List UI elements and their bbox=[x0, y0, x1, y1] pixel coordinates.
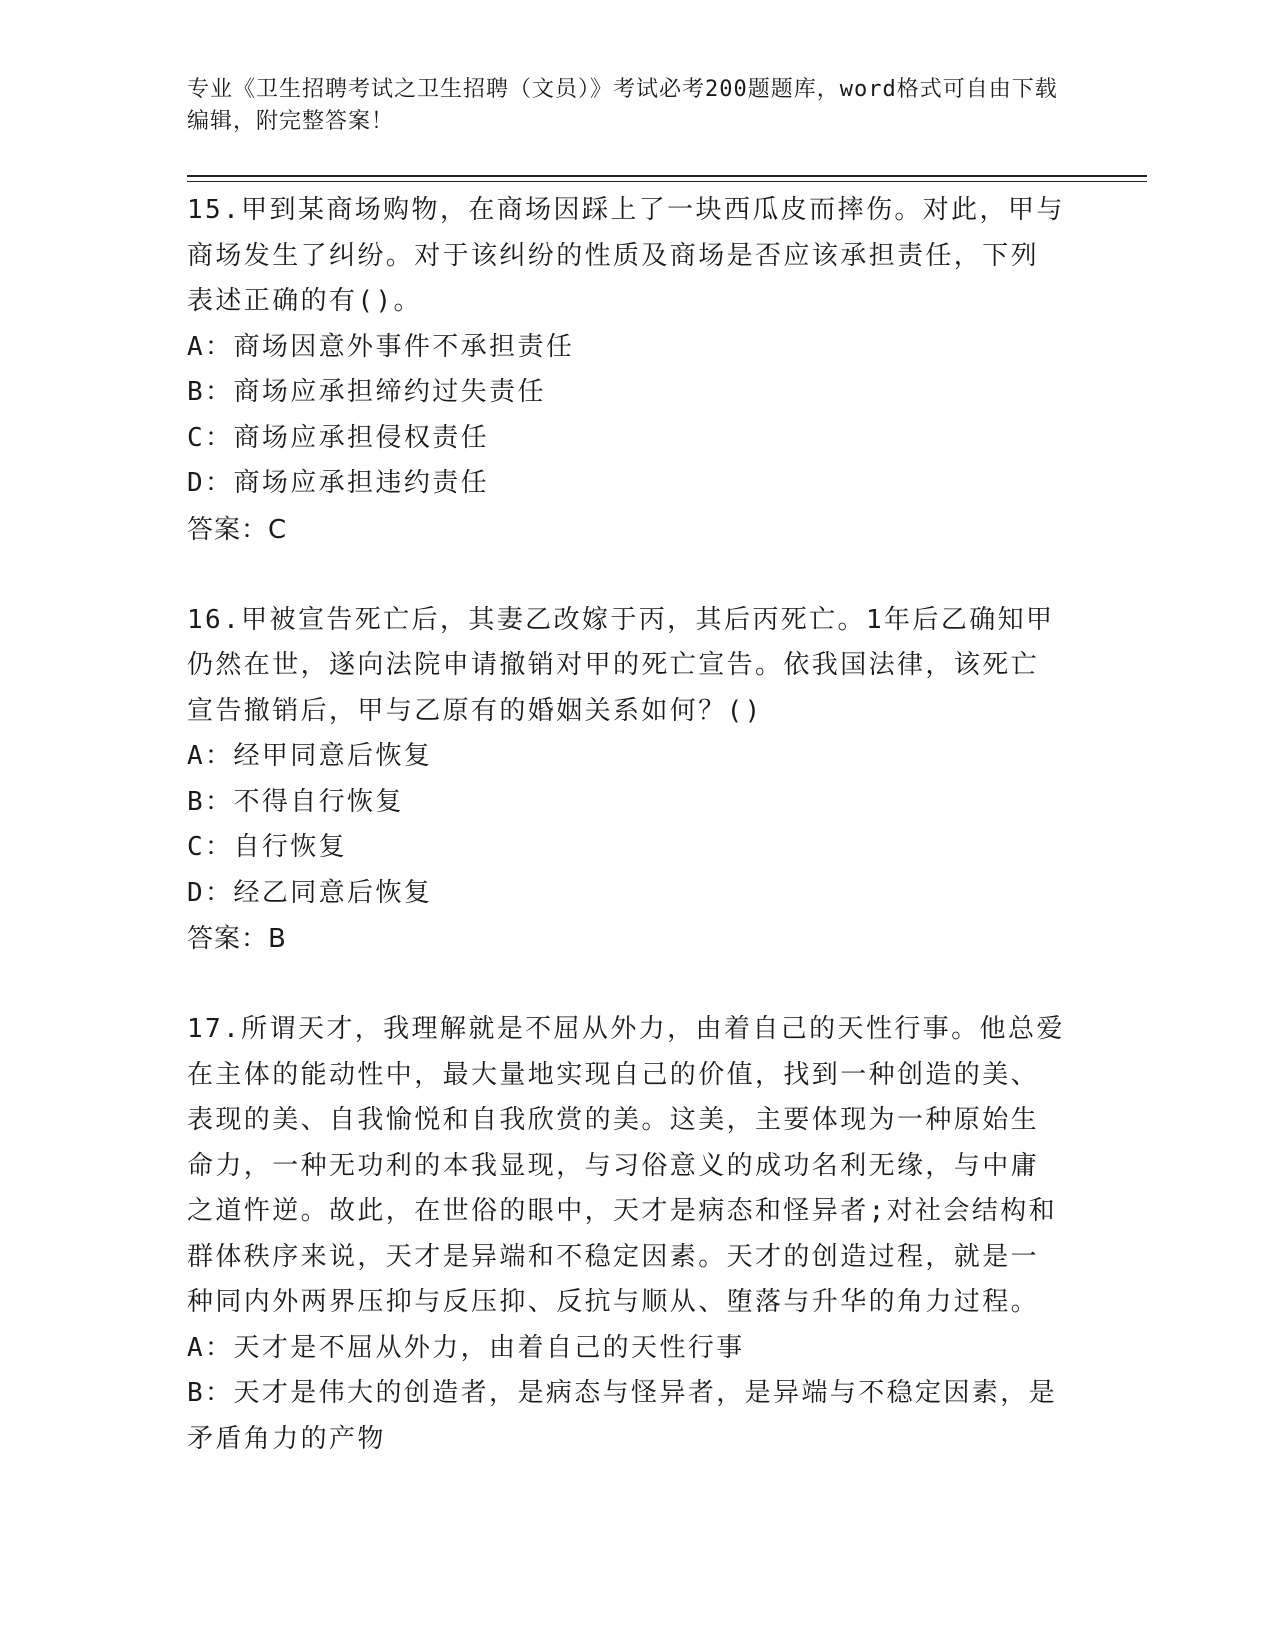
option-a: A：天才是不屈从外力，由着自己的天性行事 bbox=[187, 1332, 745, 1363]
question-text: 16.甲被宣告死亡后，其妻乙改嫁于丙，其后丙死亡。1年后乙确知甲仍然在世，遂向法院申请撤销对甲的死亡宣告。依我国法律，该死亡宣告撤销后，甲与乙原有的婚姻关系如何？() bbox=[187, 604, 1055, 726]
option-d: D：经乙同意后恢复 bbox=[187, 877, 433, 908]
header-divider bbox=[187, 175, 1147, 182]
question-16 bbox=[187, 598, 1067, 963]
document-header: 专业《卫生招聘考试之卫生招聘（文员）》考试必考200题题库，word格式可自由下载编辑，附完整答案！ bbox=[187, 77, 1058, 134]
answer: 答案：C bbox=[187, 514, 288, 545]
option-b: B：天才是伟大的创造者，是病态与怪异者，是异端与不稳定因素，是矛盾角力的产物 bbox=[187, 1378, 1058, 1454]
option-b: B：不得自行恢复 bbox=[187, 786, 404, 817]
question-text: 15.甲到某商场购物，在商场因踩上了一块西瓜皮而摔伤。对此，甲与商场发生了纠纷。对于该纠纷的性质及商场是否应该承担责任，下列表述正确的有()。 bbox=[187, 195, 1065, 316]
question-text: 17.所谓天才，我理解就是不屈从外力，由着自己的天性行事。他总爱在主体的能动性中，最大量地实现自己的价值，找到一种创造的美、表现的美、自我愉悦和自我欣赏的美。这美，主要体现为一种原始生命力，一种无功利的本我显现，与习俗意义的成功名利无缘，与中庸之道忤逆。故此，在世俗的眼中，天才是病态和怪异者;对社会结构和群体秩序来说，天才是异端和不稳定因素。天才的创造过程，就是一种同内外两界压抑与反压抑、反抗与顺从、堕落与升华的角力过程。 bbox=[187, 1014, 1065, 1317]
answer: 答案：B bbox=[187, 924, 287, 954]
spacer bbox=[187, 553, 1067, 598]
option-c: C：商场应承担侵权责任 bbox=[187, 422, 490, 453]
option-a: A：经甲同意后恢复 bbox=[187, 741, 433, 771]
question-15 bbox=[187, 188, 1067, 553]
option-b: B：商场应承担缔约过失责任 bbox=[187, 377, 546, 407]
question-list bbox=[187, 188, 1067, 1462]
spacer bbox=[187, 962, 1067, 1007]
option-c: C：自行恢复 bbox=[187, 832, 348, 862]
option-d: D：商场应承担违约责任 bbox=[187, 468, 490, 498]
option-a: A：商场因意外事件不承担责任 bbox=[187, 331, 575, 362]
question-17 bbox=[187, 1007, 1067, 1462]
